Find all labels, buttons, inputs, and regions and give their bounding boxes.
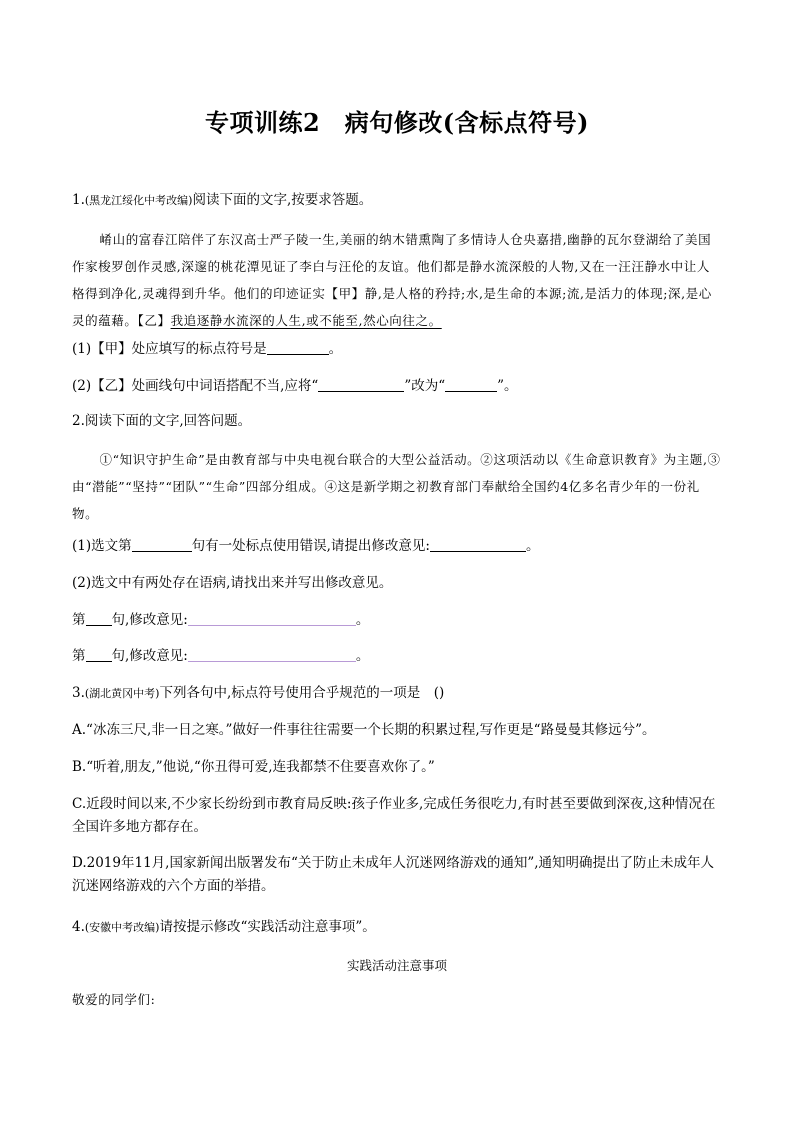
line-text: 句,修改意见:	[111, 648, 188, 664]
question-3-header	[72, 683, 722, 704]
question-1-sub-1	[72, 339, 722, 359]
sub-question-middle: 句有一处标点使用错误,请提出修改意见:	[191, 538, 430, 554]
question-2-sub-2: (2)选文中有两处存在语病,请找出来并写出修改意见。	[72, 575, 393, 591]
option-d[interactable]: D.2019年11月,国家新闻出版署发布“关于防止未成年人沉迷网络游戏的通知”,通知明确提出了防止未成年人沉迷网络游戏的六个方面的举措。	[72, 855, 715, 894]
option-b[interactable]: B.“听着,朋友,”他说,“你丑得可爱,连我都禁不住要喜欢你了。”	[72, 759, 435, 775]
question-prompt: 下列各句中,标点符号使用合乎规范的一项是 ()	[159, 685, 445, 701]
answer-blank-suggestion[interactable]	[188, 647, 356, 662]
question-1-header	[72, 190, 722, 211]
passage-text: 崤山的富春江陪伴了东汉高士严子陵一生,美丽的纳木错熏陶了多情诗人仓央嘉措,幽静的瓦尔登湖给了美国作家梭罗创作灵感,深邃的桃花潭见证了李白与汪伦的友谊。他们都是静水流深般的人物,又在一汪汪静水中让人格得到净化,灵魂得到升华。他们的印迹证实【甲】静,是人格的矜持;水,是生命的本源;流,是活力的体现;深,是心灵的蕴藉。【乙】	[72, 232, 712, 328]
answer-blank[interactable]	[267, 340, 329, 355]
sub-question-text: (2)【乙】处画线句中词语搭配不当,应将“	[72, 378, 319, 394]
underlined-sentence: 我追逐静水流深的人生,或不能至,然心向往之。	[170, 313, 442, 328]
line-text: 第	[72, 612, 86, 628]
answer-blank-revised[interactable]	[445, 377, 497, 392]
question-2-sub-1	[72, 536, 722, 556]
page-title: 专项训练2 病句修改(含标点符号)	[205, 108, 589, 137]
question-1-passage	[72, 226, 722, 334]
sub-question-middle: ”改为“	[404, 378, 446, 394]
sub-question-end: 。	[328, 341, 343, 357]
line-end: 。	[355, 612, 370, 628]
question-1-sub-2	[72, 376, 722, 396]
question-number: 1.	[72, 192, 85, 208]
answer-blank-suggestion[interactable]	[430, 537, 526, 552]
answer-blank-original[interactable]	[318, 377, 404, 392]
sub-question-end: 。	[525, 538, 540, 554]
notice-greeting: 敬爱的同学们:	[72, 992, 156, 1007]
question-number: 3.	[72, 685, 85, 701]
line-text: 第	[72, 648, 86, 664]
answer-blank-suggestion[interactable]	[188, 611, 356, 626]
question-source: (湖北黄冈中考)	[84, 687, 160, 700]
line-end: 。	[355, 648, 370, 664]
question-2-answer-line-2	[72, 646, 722, 666]
sub-question-text: (1)选文第	[72, 538, 132, 554]
notice-heading: 实践活动注意事项	[346, 958, 447, 973]
question-number: 4.	[72, 919, 85, 935]
question-number: 2.	[72, 413, 85, 429]
question-2-passage: ①“知识守护生命”是由教育部与中央电视台联合的大型公益活动。②这项活动以《生命意识教育》为主题,③由“潜能”“坚持”“团队”“生命”四部分组成。④这是新学期之初教育部门奉献给全国约4亿多名青少年的一份礼物。	[72, 452, 721, 521]
question-prompt: 阅读下面的文字,按要求答题。	[192, 192, 373, 208]
answer-blank-sentence[interactable]	[86, 647, 112, 662]
question-prompt: 请按提示修改“实践活动注意事项”。	[159, 919, 376, 935]
answer-blank-sentence[interactable]	[86, 611, 112, 626]
line-text: 句,修改意见:	[111, 612, 188, 628]
question-source: (安徽中考改编)	[84, 921, 160, 934]
option-a[interactable]: A.“冰冻三尺,非一日之寒。”做好一件事往往需要一个长期的积累过程,写作更是“路曼曼其修远兮”。	[72, 722, 656, 738]
sub-question-text: (1)【甲】处应填写的标点符号是	[72, 341, 267, 357]
question-2-header	[72, 411, 722, 431]
sub-question-end: ”。	[497, 378, 518, 394]
question-source: (黑龙江绥化中考改编)	[84, 194, 193, 207]
question-4-header	[72, 917, 722, 938]
question-prompt: 阅读下面的文字,回答问题。	[84, 413, 252, 429]
option-c[interactable]: C.近段时间以来,不少家长纷纷到市教育局反映:孩子作业多,完成任务很吃力,有时甚至要做到深夜,这种情况在全国许多地方都存在。	[72, 796, 716, 835]
answer-blank-sentence[interactable]	[132, 537, 192, 552]
question-2-answer-line-1	[72, 610, 722, 630]
